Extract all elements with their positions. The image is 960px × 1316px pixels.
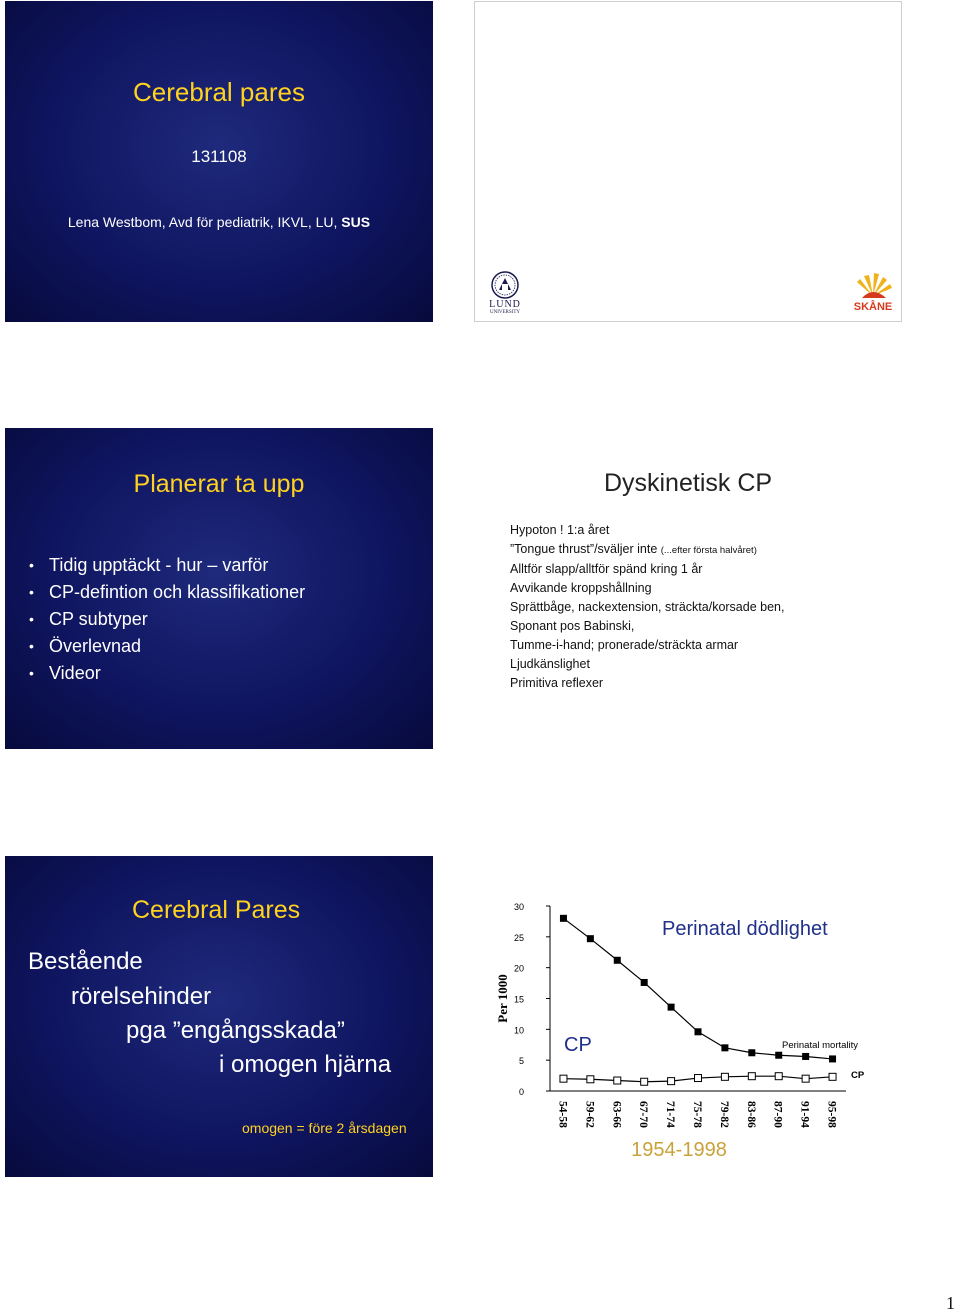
- x-tick-label: 54-58: [556, 1101, 569, 1128]
- agenda-item: • Tidig upptäckt - hur – varför: [29, 552, 305, 579]
- agenda-item: • Överlevnad: [29, 633, 305, 660]
- y-tick-label: 5: [518, 1056, 524, 1067]
- text-line: Hypoton ! 1:a året: [510, 523, 610, 537]
- data-point: [695, 1028, 702, 1035]
- x-tick-label: 87-90: [771, 1101, 784, 1128]
- data-point: [695, 1075, 702, 1082]
- dyskinetic-title: Dyskinetisk CP: [603, 469, 773, 497]
- text-line: Sponant pos Babinski,: [510, 619, 635, 633]
- lund-logo-text: LUND: [489, 299, 521, 310]
- x-tick-label: 83-86: [744, 1101, 757, 1128]
- data-point: [668, 1004, 675, 1011]
- data-point: [560, 915, 567, 922]
- data-point: [587, 1076, 594, 1083]
- definition-line: i omogen hjärna: [219, 1051, 392, 1078]
- text-line-main: ”Tongue thrust”/sväljer inte: [510, 542, 661, 556]
- x-tick-label: 75-78: [691, 1101, 703, 1128]
- lund-university-logo: [487, 270, 523, 318]
- x-tick-label: 59-62: [583, 1101, 596, 1128]
- x-axis-label: 1954-1998: [631, 1139, 727, 1161]
- data-point: [829, 1073, 836, 1080]
- text-line: Primitiva reflexer: [510, 676, 604, 690]
- dyskinetic-text: [510, 521, 784, 693]
- data-point: [802, 1075, 809, 1082]
- definition-title: Cerebral Pares: [132, 896, 301, 924]
- slide-dyskinetic: [474, 428, 902, 749]
- definition-line: rörelsehinder: [71, 983, 212, 1010]
- definition-line: Bestående: [28, 948, 143, 975]
- data-point: [829, 1055, 836, 1062]
- legend-label-perinatal: Perinatal mortality: [782, 1040, 859, 1051]
- data-point: [614, 1077, 621, 1084]
- slide-agenda: [5, 428, 433, 749]
- definition-line: pga ”engångsskada”: [126, 1017, 345, 1044]
- data-point: [641, 1078, 648, 1085]
- data-point: [802, 1053, 809, 1060]
- y-tick-label: 10: [513, 1025, 524, 1036]
- text-line: Alltför slapp/alltför spänd kring 1 år: [510, 562, 703, 576]
- slide-definition: [5, 856, 433, 1177]
- lund-seal-icon: [487, 270, 523, 300]
- text-line: Avvikande kroppshållning: [510, 581, 652, 595]
- perinatal-chart: [474, 856, 902, 1177]
- slide-title-heading: Cerebral pares: [133, 77, 305, 107]
- data-point: [748, 1049, 755, 1056]
- text-line-note: (...efter första halvåret): [660, 545, 757, 556]
- data-point: [775, 1052, 782, 1059]
- author-bold: SUS: [341, 214, 371, 230]
- x-tick-label: 79-82: [717, 1101, 730, 1128]
- x-tick-label: 67-70: [637, 1101, 650, 1128]
- agenda-list: [29, 552, 305, 687]
- x-tick-label: 63-66: [610, 1101, 623, 1128]
- y-tick-label: 25: [513, 932, 524, 943]
- text-line: [510, 540, 784, 560]
- slide-date: 131108: [191, 147, 247, 166]
- y-axis-label: Per 1000: [495, 974, 510, 1023]
- cp-annotation: CP: [564, 1034, 592, 1056]
- agenda-item: • Videor: [29, 660, 305, 687]
- data-point: [721, 1044, 728, 1051]
- legend-label-cp: CP: [851, 1070, 865, 1081]
- page-number: 1: [946, 1293, 955, 1313]
- agenda-title: Planerar ta upp: [133, 470, 305, 498]
- chart-title: Perinatal dödlighet: [662, 918, 828, 940]
- slide-author: [5, 214, 433, 230]
- y-tick-label: 15: [513, 994, 524, 1005]
- x-tick-label: 95-98: [825, 1101, 838, 1128]
- skane-logo-text: SKÅNE: [853, 301, 893, 313]
- data-point: [775, 1073, 782, 1080]
- data-point: [587, 935, 594, 942]
- skane-sun-icon: [850, 272, 896, 300]
- definition-footnote: omogen = före 2 årsdagen: [242, 1120, 407, 1136]
- data-point: [560, 1075, 567, 1082]
- data-point: [721, 1073, 728, 1080]
- text-line: Ljudkänslighet: [510, 657, 590, 671]
- y-tick-label: 30: [513, 902, 524, 912]
- agenda-item: • CP subtyper: [29, 606, 305, 633]
- slide-title: [5, 1, 433, 322]
- data-point: [748, 1073, 755, 1080]
- agenda-item: • CP-defintion och klassifikationer: [29, 579, 305, 606]
- author-text: Lena Westbom, Avd för pediatrik, IKVL, LU,: [67, 214, 342, 230]
- x-tick-label: 91-94: [798, 1101, 811, 1128]
- data-point: [641, 979, 648, 986]
- text-line: Sprättbåge, nackextension, sträckta/korsade ben,: [510, 600, 785, 614]
- x-tick-label: 71-74: [664, 1101, 677, 1128]
- region-skane-logo: [850, 272, 896, 316]
- lund-logo-subtext: UNIVERSITY: [490, 310, 520, 315]
- y-tick-label: 0: [518, 1087, 524, 1097]
- data-point: [668, 1078, 675, 1085]
- y-tick-label: 20: [513, 963, 524, 974]
- text-line: Tumme-i-hand; pronerade/sträckta armar: [510, 638, 739, 652]
- slide-chart: [474, 856, 902, 1177]
- slide-logos: [474, 1, 902, 322]
- data-point: [614, 957, 621, 964]
